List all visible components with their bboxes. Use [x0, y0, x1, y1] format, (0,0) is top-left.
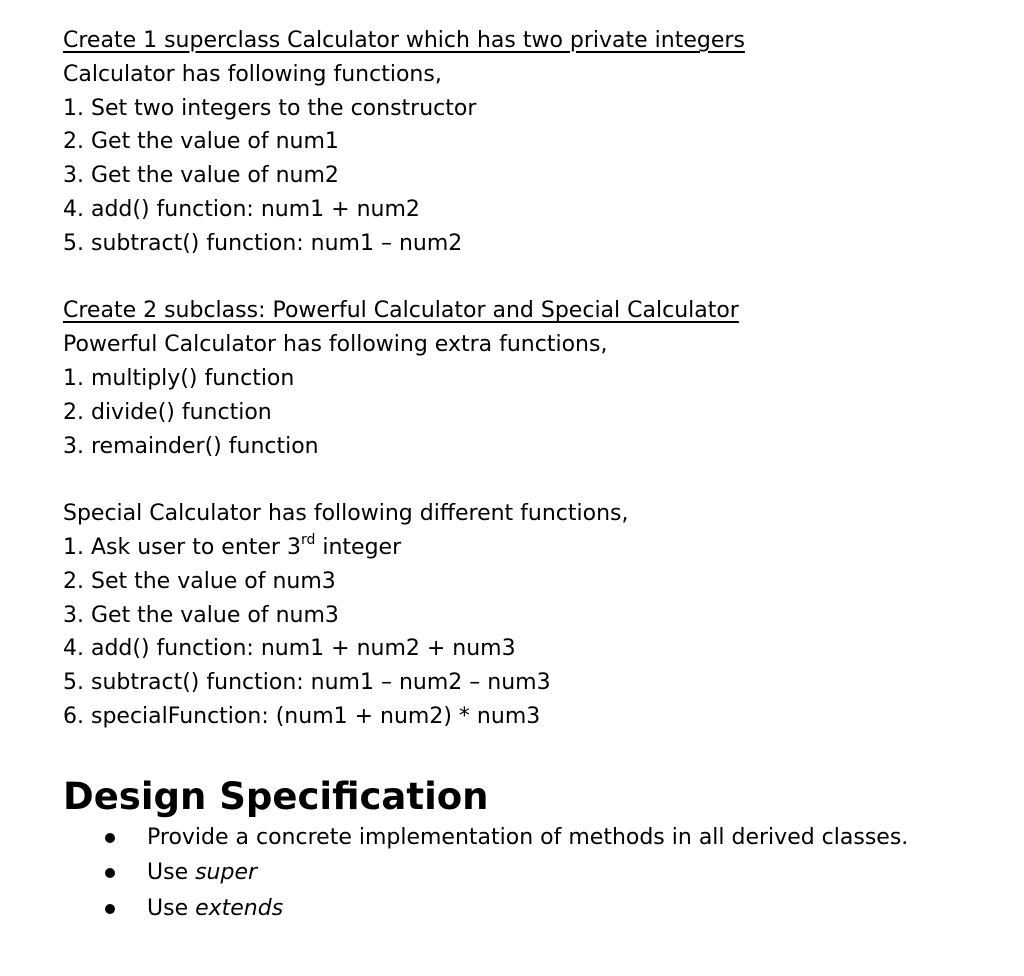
special-item1-text: 1. Ask user to enter 3 [63, 534, 301, 560]
list-item: 5. subtract() function: num1 – num2 – num3 [63, 670, 551, 696]
superclass-heading: Create 1 superclass Calculator which has two private integers [63, 28, 745, 53]
bullet-item [63, 891, 1003, 927]
powerful-intro: Powerful Calculator has following extra functions, [63, 332, 608, 358]
spacer [63, 261, 1003, 295]
bullet-icon [105, 904, 115, 914]
list-item: 3. Get the value of num3 [63, 602, 339, 628]
list-item: 3. remainder() function [63, 433, 319, 459]
superclass-intro: Calculator has following functions, [63, 61, 442, 87]
bullet-emphasis: extends [195, 895, 284, 921]
special-item1-suffix: integer [315, 534, 402, 560]
spacer [63, 734, 1003, 774]
spacer [63, 463, 1003, 497]
bullet-item [63, 820, 1003, 856]
subclass-heading: Create 2 subclass: Powerful Calculator and Special Calculator [63, 298, 739, 324]
bullet-text: Use [147, 860, 196, 886]
bullet-icon [105, 833, 115, 843]
list-item: 1. Set two integers to the constructor [63, 95, 477, 121]
design-spec-title: Design Specification [63, 774, 489, 818]
list-item: 2. Get the value of num1 [63, 129, 339, 155]
ordinal-superscript: rd [300, 531, 316, 548]
list-item: 6. specialFunction: (num1 + num2) * num3 [63, 703, 541, 729]
bullet-text: Use [147, 895, 196, 921]
list-item: 4. add() function: num1 + num2 + num3 [63, 636, 516, 662]
special-intro: Special Calculator has following different functions, [63, 501, 629, 527]
list-item: 2. Set the value of num3 [63, 568, 336, 594]
list-item: 1. multiply() function [63, 365, 295, 391]
bullet-emphasis: super [195, 860, 258, 886]
list-item: 2. divide() function [63, 399, 272, 425]
list-item: 3. Get the value of num2 [63, 163, 339, 189]
design-spec-list [63, 820, 1003, 927]
list-item: 5. subtract() function: num1 – num2 [63, 230, 463, 256]
bullet-item [63, 855, 1003, 891]
list-item [63, 531, 1003, 565]
bullet-text: Provide a concrete implementation of methods in all derived classes. [147, 824, 909, 850]
bullet-icon [105, 868, 115, 878]
list-item: 4. add() function: num1 + num2 [63, 196, 420, 222]
assignment-document [63, 24, 1003, 926]
